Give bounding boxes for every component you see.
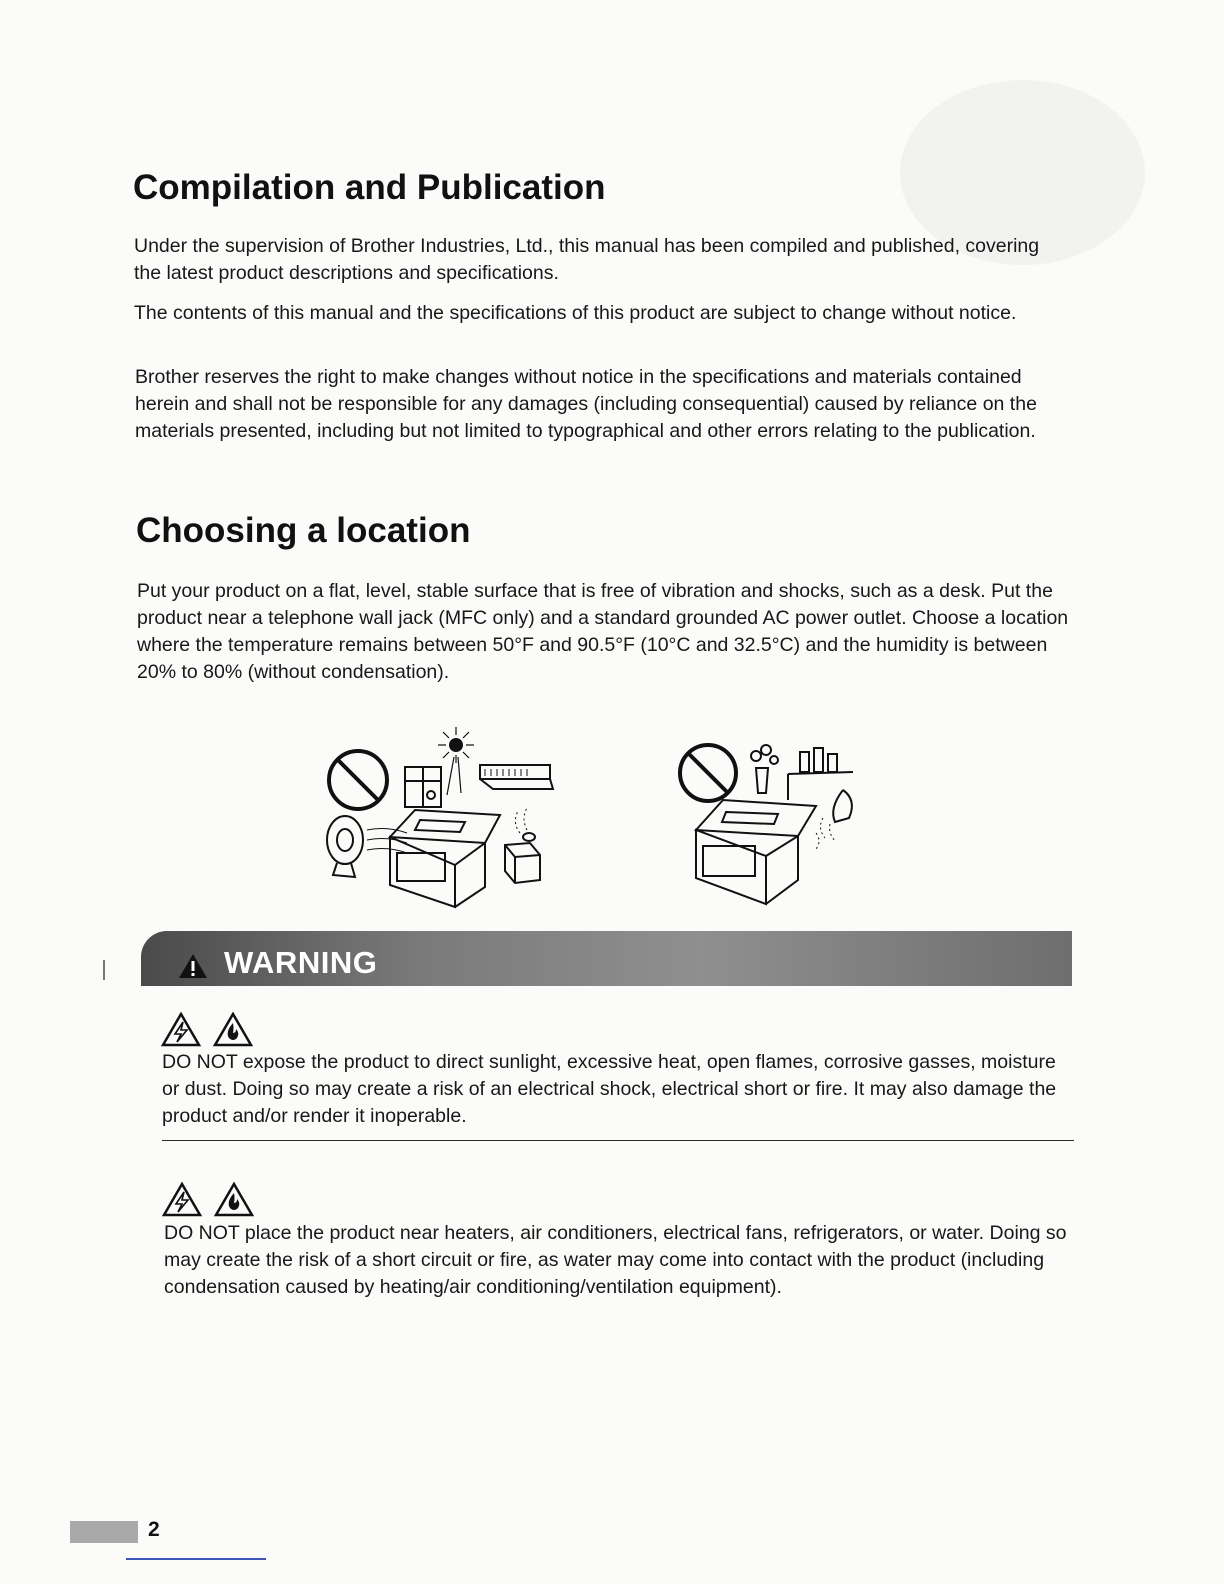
hazard-icons (162, 1182, 254, 1223)
warning-text-exposure: DO NOT expose the product to direct sunlight, excessive heat, open flames, corrosive gasses, moisture or dust. Doing so may create a risk of an electrical shock, electrical short or fire. It may also damage the product and/or render it inoperable. (162, 1051, 1057, 1127)
fire-hazard-icon (215, 1014, 251, 1045)
section-title-location: Choosing a location (136, 511, 471, 550)
paragraph-subject-to-change: The contents of this manual and the specifications of this product are subject to change without notice. (134, 302, 1017, 324)
prohibited-location-heat-sun-fan-illustration (315, 725, 560, 910)
fire-hazard-icon (216, 1184, 252, 1215)
warning-triangle-icon (178, 953, 208, 979)
electrical-hazard-icon (163, 1014, 199, 1045)
paragraph-supervision: Under the supervision of Brother Industries, Ltd., this manual has been compiled and published, covering the latest product descriptions and specifications. (134, 235, 1040, 284)
warning-divider (162, 1140, 1074, 1141)
warning-label: WARNING (224, 945, 378, 980)
prohibited-location-water-illustration (678, 738, 878, 908)
electrical-hazard-icon (164, 1184, 200, 1215)
section-title-compilation: Compilation and Publication (133, 168, 606, 207)
warning-text-placement: DO NOT place the product near heaters, air conditioners, electrical fans, refrigerators, or water. Doing so may create the risk of a short circuit or fire, as water may come into contact with the product (including condensation caused by heating/air conditioning/ventilation equipment). (164, 1222, 1067, 1298)
scan-edge-mark (103, 960, 105, 980)
page-number-tab (70, 1521, 138, 1543)
footer-rule (126, 1558, 266, 1560)
hazard-icons (161, 1012, 253, 1053)
paragraph-location-requirements: Put your product on a flat, level, stable surface that is free of vibration and shocks, such as a desk. Put the product near a telephone wall jack (MFC only) and a standard grounded AC power outlet. Choose a location where the temperature remains between 50°F and 90.5°F (10°C and 32.5°C) and the humidity is between 20% to 80% (without condensation). (137, 580, 1069, 683)
paragraph-reserves-right: Brother reserves the right to make changes without notice in the specifications and materials contained herein and shall not be responsible for any damages (including consequential) caused by reliance on the materials presented, including but not limited to typographical and other errors relating to the publication. (135, 366, 1037, 442)
page-number: 2 (148, 1518, 160, 1541)
